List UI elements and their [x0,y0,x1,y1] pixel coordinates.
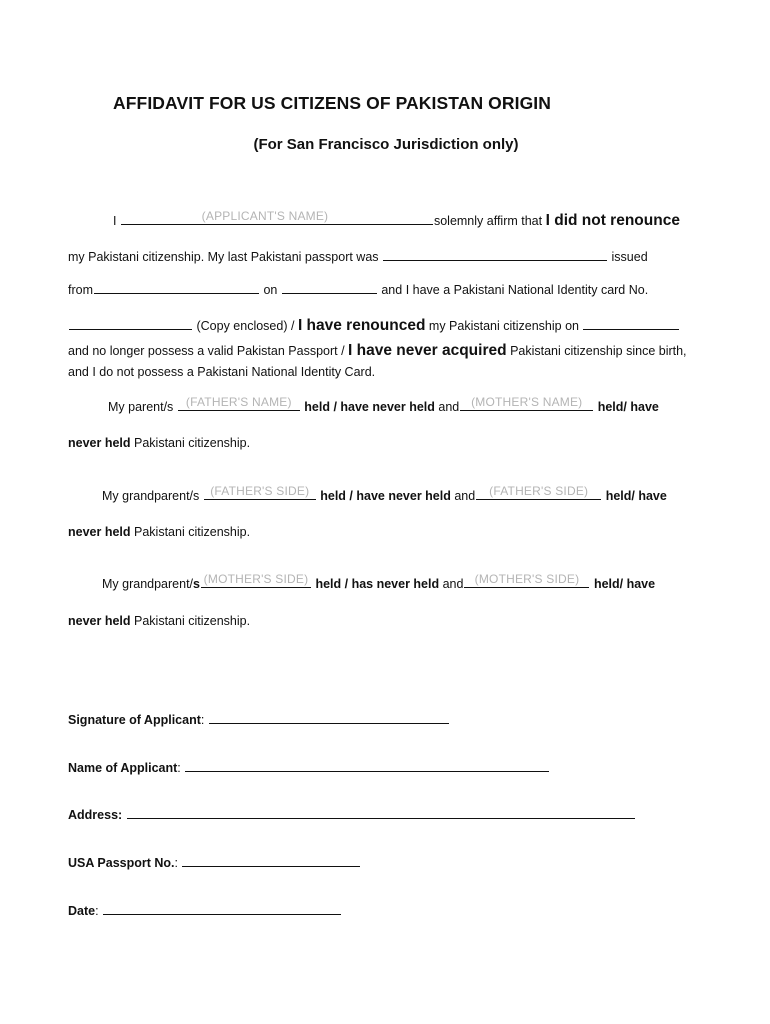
date-colon: : [95,904,99,918]
nic-text: and I have a Pakistani National Identity card No. [381,283,649,297]
usa-passport-label: USA Passport No. [68,856,175,870]
father-side-grandparent-1-field[interactable] [204,485,316,500]
grandparents-mother-and-text: and [442,577,464,591]
parents-held-text: held / have never held [304,400,435,414]
grandparents-father-line [102,485,667,505]
parents-label: My parent/s [108,400,174,414]
document-title: AFFIDAVIT FOR US CITIZENS OF PAKISTAN ORIGIN [113,93,552,113]
passport-number-field[interactable] [383,246,607,261]
from-text: from [68,283,93,297]
citizenship-on-text: my Pakistani citizenship on [428,319,579,333]
mother-side-placeholder-2: (MOTHER'S SIDE) [474,572,580,586]
have-renounced-text: I have renounced [297,317,426,334]
document-subtitle: (For San Francisco Jurisdiction only) [253,136,519,153]
date-input[interactable] [103,900,341,915]
statement-line-3 [68,279,648,299]
grandparents-father-held-have-text: held/ have [605,489,667,503]
mother-side-grandparent-2-field[interactable] [464,573,589,588]
usa-passport-input[interactable] [182,852,360,867]
father-side-grandparent-2-field[interactable] [476,485,601,500]
statement-line-1 [113,210,680,230]
grandparents-mother-line [102,573,655,593]
passport-colon: : [174,856,178,870]
grandparents-father-never-held-text: never held [68,525,131,539]
statement-line-6 [68,363,375,381]
name-colon: : [177,761,181,775]
applicant-name-input[interactable] [185,757,549,772]
statement-line-5 [68,342,687,360]
statement-line-2 [68,246,648,266]
no-nic-text: and I do not possess a Pakistani National Identity Card. [68,365,376,379]
date-row [68,900,342,920]
grandparents-mother-citizenship-text: Pakistani citizenship. [134,614,251,628]
never-acquired-text: I have never acquired [348,342,507,359]
father-name-placeholder: (FATHER'S NAME) [185,395,292,409]
signature-row [68,709,450,729]
parents-citizenship-text: Pakistani citizenship. [134,436,251,450]
mother-name-placeholder: (MOTHER'S NAME) [471,395,583,409]
grandparents-mother-never-held-text: never held [68,614,131,628]
nic-number-field[interactable] [69,315,192,330]
copy-enclosed-text: (Copy enclosed) / [196,319,295,333]
father-side-placeholder-2: (FATHER'S SIDE) [489,484,589,498]
no-passport-text: and no longer possess a valid Pakistan Passport / [68,344,345,358]
grandparents-mother-label-s: s [193,577,200,591]
parents-and-text: and [438,400,460,414]
grandparents-father-and-text: and [454,489,476,503]
grandparents-father-held-text: held / have never held [320,489,451,503]
last-passport-text: my Pakistani citizenship. My last Pakistani passport was [68,250,379,264]
grandparents-mother-label: My grandparent/ [102,577,194,591]
father-side-placeholder-1: (FATHER'S SIDE) [210,484,310,498]
signature-label: Signature of Applicant [68,713,201,727]
parents-never-held-text: never held [68,436,131,450]
issued-text: issued [611,250,648,264]
grandparents-father-citizenship-text: Pakistani citizenship. [134,525,251,539]
grandparents-father-label: My grandparent/s [102,489,200,503]
issued-on-date-field[interactable] [282,279,377,294]
grandparents-mother-line-2 [68,612,250,630]
signature-field[interactable] [209,709,449,724]
applicant-name-field[interactable] [121,210,433,225]
father-name-field[interactable] [178,396,300,411]
passport-row [68,852,361,872]
issued-from-field[interactable] [94,279,259,294]
pronoun-i: I [113,214,117,228]
parents-held-have-text: held/ have [597,400,659,414]
grandparents-mother-held-text: held / has never held [315,577,440,591]
signature-colon: : [200,713,205,727]
name-row [68,757,550,777]
name-label: Name of Applicant [68,761,178,775]
grandparents-mother-held-have-text: held/ have [593,577,656,591]
did-not-renounce-text: I did not renounce [545,212,680,229]
address-label: Address: [68,808,123,822]
address-input[interactable] [127,804,635,819]
mother-side-grandparent-1-field[interactable] [201,573,311,588]
parents-line [108,396,659,416]
statement-line-4 [68,315,680,335]
mother-name-field[interactable] [460,396,593,411]
grandparents-father-line-2 [68,523,250,541]
applicant-name-placeholder: (APPLICANT'S NAME) [201,209,329,223]
solemnly-affirm-text: solemnly affirm that [433,214,543,228]
renounced-date-field[interactable] [583,315,679,330]
parents-line-2 [68,434,250,452]
mother-side-placeholder-1: (MOTHER'S SIDE) [203,572,309,586]
date-label: Date [68,904,96,918]
since-birth-text: Pakistani citizenship since birth, [510,344,687,358]
on-text: on [263,283,278,297]
address-row [68,804,636,824]
